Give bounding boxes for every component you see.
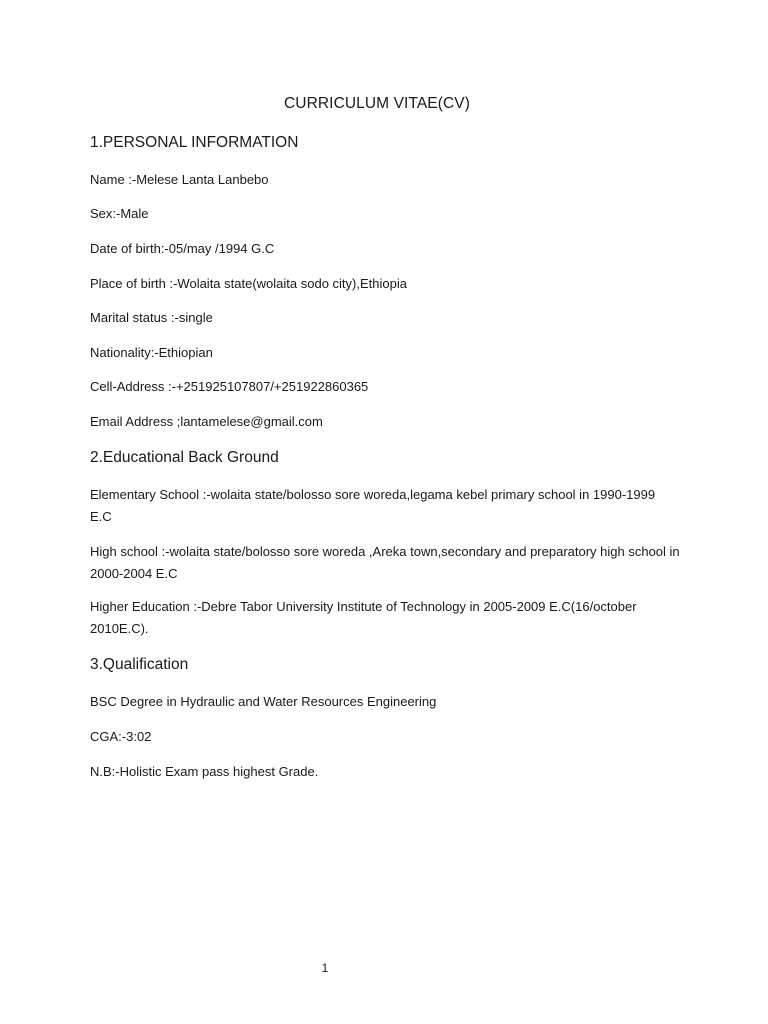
personal-nationality: Nationality:-Ethiopian <box>90 345 213 360</box>
personal-name: Name :-Melese Lanta Lanbebo <box>90 172 269 187</box>
section-heading-educational-background: 2.Educational Back Ground <box>90 449 279 466</box>
personal-cell-address: Cell-Address :-+251925107807/+251922860365 <box>90 379 369 394</box>
qualification-note: N.B:-Holistic Exam pass highest Grade. <box>90 764 319 779</box>
page-number: 1 <box>321 961 329 975</box>
personal-place-of-birth: Place of birth :-Wolaita state(wolaita sodo city),Ethiopia <box>90 276 407 291</box>
document-title: CURRICULUM VITAE(CV) <box>284 95 470 112</box>
personal-marital-status: Marital status :-single <box>90 310 213 325</box>
education-high-school: High school :-wolaita state/bolosso sore woreda ,Areka town,secondary and preparatory high school in 2000-2004 E.C <box>90 544 680 581</box>
education-higher-education: Higher Education :-Debre Tabor University Institute of Technology in 2005-2009 E.C(16/october 2010E.C). <box>90 599 637 636</box>
personal-email-address: Email Address ;lantamelese@gmail.com <box>90 414 323 429</box>
education-elementary-school: Elementary School :-wolaita state/bolosso sore woreda,legama kebel primary school in 1990-1999 E.C <box>90 487 656 524</box>
qualification-degree: BSC Degree in Hydraulic and Water Resources Engineering <box>90 694 437 709</box>
personal-date-of-birth: Date of birth:-05/may /1994 G.C <box>90 241 275 256</box>
section-heading-personal-information: 1.PERSONAL INFORMATION <box>90 134 299 151</box>
qualification-cga: CGA:-3:02 <box>90 729 152 744</box>
personal-sex: Sex:-Male <box>90 206 149 221</box>
section-heading-qualification: 3.Qualification <box>90 656 189 673</box>
